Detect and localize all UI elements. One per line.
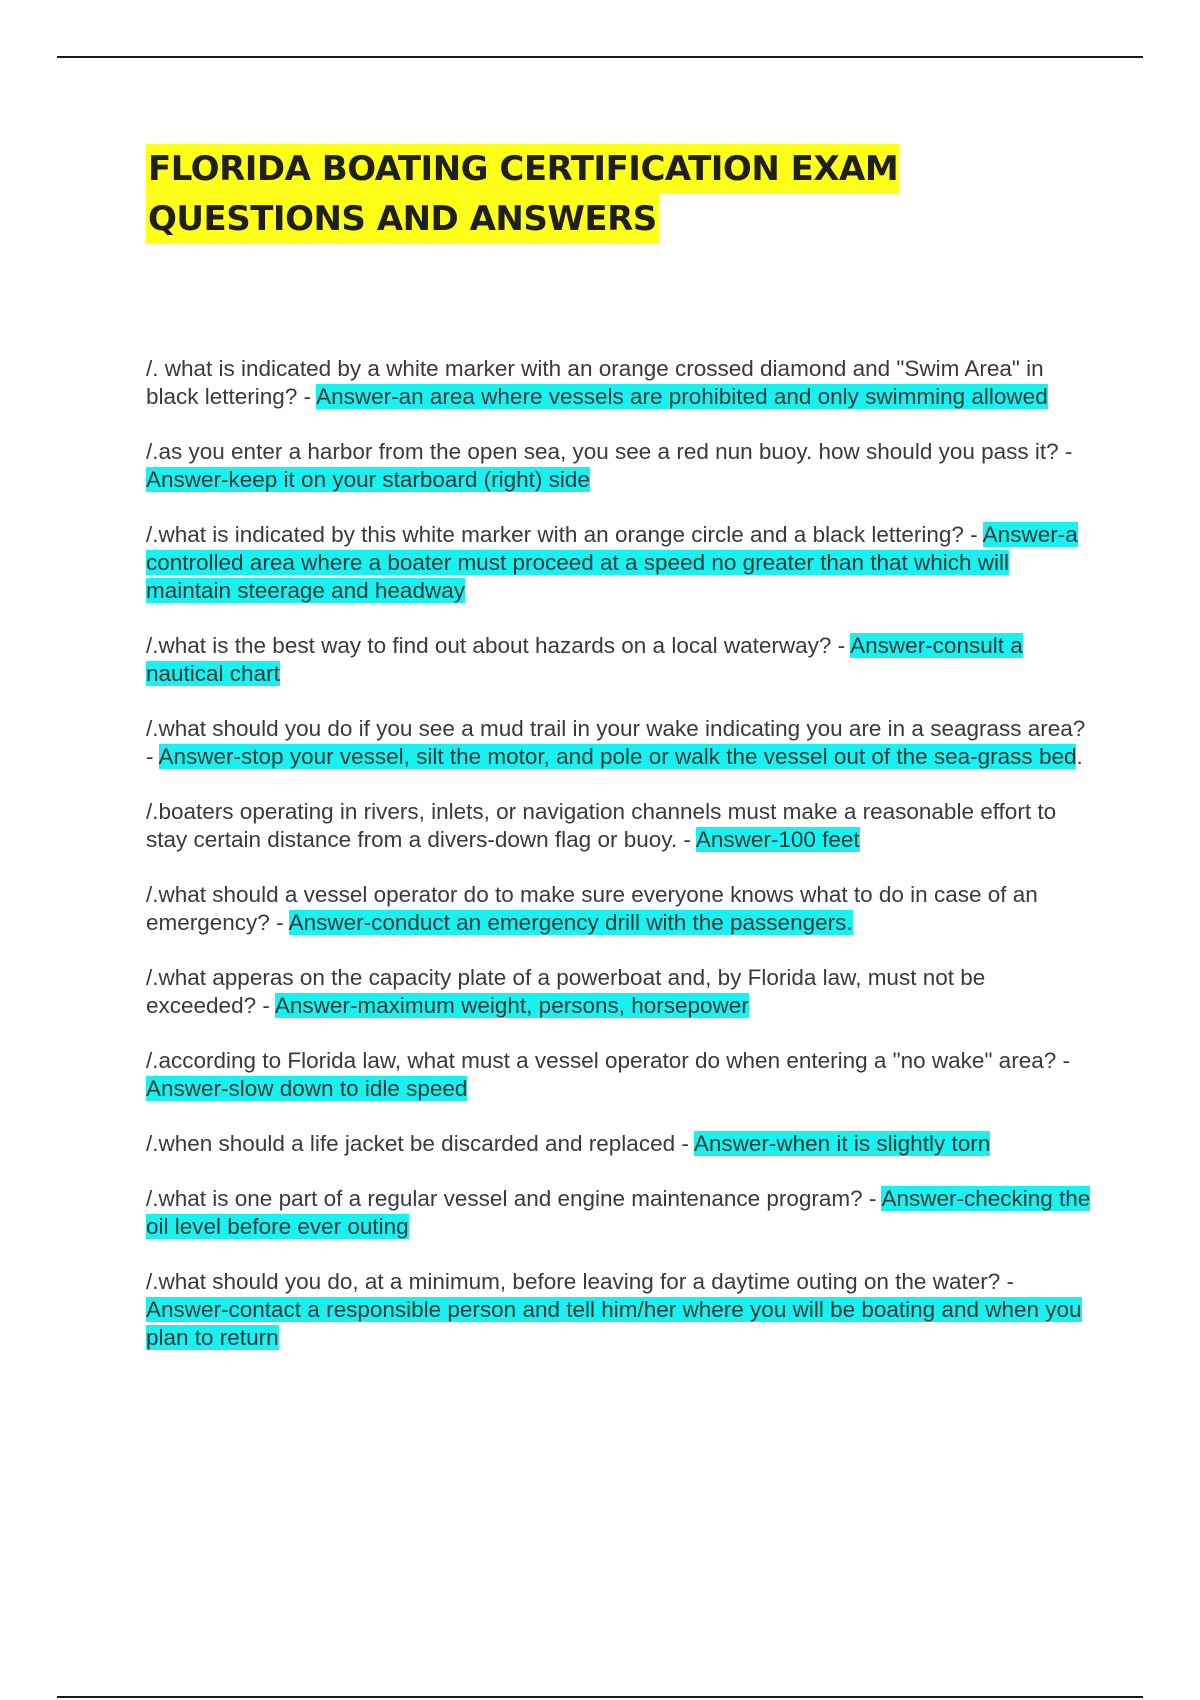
question-text: /.what is indicated by this white marker with an orange circle and a black lettering? - — [146, 522, 983, 547]
document-title — [146, 144, 1046, 244]
qa-item-6 — [146, 798, 1091, 854]
qa-list — [146, 355, 1091, 1379]
qa-item-4 — [146, 632, 1091, 688]
qa-item-10 — [146, 1130, 1091, 1158]
qa-item-11 — [146, 1185, 1091, 1241]
top-rule — [57, 56, 1143, 58]
qa-item-7 — [146, 881, 1091, 937]
question-text: /.as you enter a harbor from the open sea, you see a red nun buoy. how should you pass it? - — [146, 439, 1073, 464]
question-text: /.when should a life jacket be discarded and replaced - — [146, 1131, 694, 1156]
answer-highlight: Answer-100 feet — [695, 827, 860, 852]
bottom-rule — [57, 1696, 1143, 1698]
answer-highlight: Answer-checking the oil level before ever outing — [146, 1186, 1091, 1239]
title-line-1: FLORIDA BOATING CERTIFICATION EXAM — [146, 144, 900, 194]
question-text: /.what should a vessel operator do to make sure everyone knows what to do in case of an emergency? - — [146, 882, 1038, 935]
answer-highlight: Answer-consult a nautical chart — [146, 633, 1023, 686]
answer-highlight: Answer-a controlled area where a boater must proceed at a speed no greater than that which will maintain steerage and headway — [146, 522, 1078, 603]
answer-highlight: Answer-conduct an emergency drill with the passengers. — [288, 910, 853, 935]
qa-item-2 — [146, 438, 1091, 494]
qa-item-3 — [146, 521, 1091, 605]
qa-item-9 — [146, 1047, 1091, 1103]
question-text: /. what is indicated by a white marker with an orange crossed diamond and "Swim Area" in black lettering? - — [146, 356, 1044, 409]
qa-item-5 — [146, 715, 1091, 771]
answer-highlight: Answer-maximum weight, persons, horsepower — [274, 993, 749, 1018]
question-text: /.what should you do, at a minimum, before leaving for a daytime outing on the water? - — [146, 1269, 1014, 1294]
question-text: /.what apperas on the capacity plate of a powerboat and, by Florida law, must not be exceeded? - — [146, 965, 986, 1018]
question-text: /.what should you do if you see a mud trail in your wake indicating you are in a seagrass area? - — [146, 716, 1086, 769]
answer-tail: . — [1076, 744, 1083, 769]
question-text: /.what is the best way to find out about hazards on a local waterway? - — [146, 633, 851, 658]
question-text: /.according to Florida law, what must a vessel operator do when entering a "no wake" area? - — [146, 1048, 1070, 1073]
qa-item-8 — [146, 964, 1091, 1020]
answer-highlight: Answer-slow down to idle speed — [146, 1076, 468, 1101]
answer-highlight: Answer-when it is slightly torn — [693, 1131, 991, 1156]
answer-highlight: Answer-an area where vessels are prohibited and only swimming allowed — [316, 384, 1048, 409]
answer-highlight: Answer-stop your vessel, silt the motor, and pole or walk the vessel out of the sea-grass bed — [158, 744, 1077, 769]
question-text: /.boaters operating in rivers, inlets, or navigation channels must make a reasonable effort to stay certain distance from a divers-down flag or buoy. - — [146, 799, 1057, 852]
qa-item-1 — [146, 355, 1091, 411]
answer-highlight: Answer-keep it on your starboard (right) side — [146, 467, 590, 492]
answer-highlight: Answer-contact a responsible person and tell him/her where you will be boating and when you plan to return — [146, 1297, 1082, 1350]
title-line-2: QUESTIONS AND ANSWERS — [146, 194, 659, 244]
question-text: /.what is one part of a regular vessel and engine maintenance program? - — [146, 1186, 882, 1211]
qa-item-12 — [146, 1268, 1091, 1352]
